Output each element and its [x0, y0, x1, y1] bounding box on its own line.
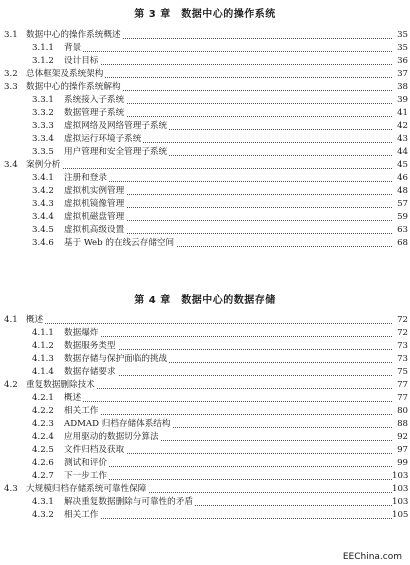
- toc-entry[interactable]: [0, 42, 410, 55]
- section-title-text: 应用驱动的数据切分算法: [64, 432, 159, 442]
- page-number: 73: [397, 354, 408, 364]
- section-title: [26, 314, 392, 327]
- section-title-text: 重复数据删除技术: [26, 380, 95, 390]
- section-title: [64, 340, 392, 353]
- section-title-text: 下一步工作: [64, 471, 107, 481]
- section-number: 3.4.4: [32, 212, 54, 222]
- toc-list: [0, 29, 410, 250]
- section-number: 3.3.4: [32, 134, 54, 144]
- section-title: [26, 29, 392, 42]
- section-number: 4.2.3: [32, 419, 54, 429]
- section-title-text: 概述: [64, 393, 82, 403]
- toc-entry[interactable]: [0, 418, 410, 431]
- toc-entry[interactable]: [0, 405, 410, 418]
- section-title-text: 虚拟机实例管理: [64, 186, 125, 196]
- section-number: 3.3.3: [32, 121, 54, 131]
- toc-entry[interactable]: [0, 314, 410, 327]
- section-title-text: 虚拟机镜像管理: [64, 199, 125, 209]
- toc-entry[interactable]: [0, 107, 410, 120]
- section-title-text: 数据中心的操作系统解构: [26, 82, 121, 92]
- toc-entry[interactable]: [0, 470, 410, 483]
- section-title: [64, 470, 392, 483]
- section-number: 3.1.2: [32, 56, 54, 66]
- section-title-text: 解决重复数据删除与可靠性的矛盾: [64, 497, 193, 507]
- toc-entry[interactable]: [0, 392, 410, 405]
- toc-entry[interactable]: [0, 509, 410, 522]
- toc-entry[interactable]: [0, 198, 410, 211]
- section-title-text: 文件归档及获取: [64, 445, 125, 455]
- section-title: [64, 198, 392, 211]
- page-number: 103: [392, 484, 409, 494]
- section-number: 4.1.1: [32, 328, 54, 338]
- section-number: 3.4: [4, 160, 18, 170]
- page-number: 43: [397, 134, 408, 144]
- toc-entry[interactable]: [0, 353, 410, 366]
- section-title: [64, 496, 392, 509]
- section-title: [64, 366, 392, 379]
- page-number: 39: [397, 95, 408, 105]
- section-number: 3.4.1: [32, 173, 54, 183]
- toc-entry[interactable]: [0, 327, 410, 340]
- section-title: [64, 431, 392, 444]
- page-number: 77: [397, 393, 408, 403]
- toc-entry[interactable]: [0, 120, 410, 133]
- toc-entry[interactable]: [0, 146, 410, 159]
- toc-entry[interactable]: [0, 431, 410, 444]
- toc-entry[interactable]: [0, 81, 410, 94]
- toc-list: [0, 314, 410, 522]
- section-number: 4.1.3: [32, 354, 54, 364]
- section-number: 4.2.5: [32, 445, 54, 455]
- page-number: 63: [397, 225, 408, 235]
- page-number: 73: [397, 341, 408, 351]
- page-number: 75: [397, 367, 408, 377]
- toc-entry[interactable]: [0, 444, 410, 457]
- section-number: 4.1.2: [32, 341, 54, 351]
- section-title-text: 数据爆炸: [64, 328, 99, 338]
- page-number: 57: [397, 199, 408, 209]
- section-title-text: 概述: [26, 315, 44, 325]
- page-number: 92: [397, 432, 408, 442]
- page-number: 99: [397, 458, 408, 468]
- page-number: 72: [397, 315, 408, 325]
- page-number: 88: [397, 419, 408, 429]
- section-title-text: 总体框架及系统架构: [26, 69, 104, 79]
- section-title-text: 背景: [64, 43, 82, 53]
- toc-entry[interactable]: [0, 159, 410, 172]
- section-title: [64, 42, 392, 55]
- page-number: 80: [397, 406, 408, 416]
- toc-entry[interactable]: [0, 172, 410, 185]
- section-title: [64, 237, 392, 250]
- section-title-text: 虚拟运行环境子系统: [64, 134, 142, 144]
- section-title: [64, 353, 392, 366]
- section-number: 3.4.5: [32, 225, 54, 235]
- page-number: 46: [397, 173, 408, 183]
- toc-entry[interactable]: [0, 379, 410, 392]
- section-title: [26, 159, 392, 172]
- section-number: 3.4.6: [32, 238, 54, 248]
- section-number: 3.4.2: [32, 186, 54, 196]
- section-title-text: 相关工作: [64, 510, 99, 520]
- section-number: 4.1: [4, 315, 18, 325]
- page-number: 103: [392, 471, 409, 481]
- section-title-text: 基于 Web 的在线云存储空间: [64, 238, 175, 248]
- section-title: [64, 94, 392, 107]
- page-number: 37: [397, 69, 408, 79]
- section-number: 4.1.4: [32, 367, 54, 377]
- page-number: 77: [397, 380, 408, 390]
- chapter-heading: 第 3 章 数据中心的操作系统: [134, 9, 276, 20]
- section-title: [64, 392, 392, 405]
- page-number: 44: [397, 147, 408, 157]
- section-title: [64, 211, 392, 224]
- section-title-text: 数据中心的操作系统概述: [26, 30, 121, 40]
- page-number: 48: [397, 186, 408, 196]
- section-title: [64, 418, 392, 431]
- section-title: [64, 172, 392, 185]
- toc-entry[interactable]: [0, 68, 410, 81]
- toc-entry[interactable]: [0, 133, 410, 146]
- page-number: 105: [392, 510, 409, 520]
- section-number: 3.2: [4, 69, 18, 79]
- page-number: 36: [397, 56, 408, 66]
- section-title: [64, 405, 392, 418]
- page-number: 35: [397, 30, 408, 40]
- section-title-text: 相关工作: [64, 406, 99, 416]
- section-title-text: 测试和评价: [64, 458, 107, 468]
- page-number: 41: [397, 108, 408, 118]
- section-number: 4.3.1: [32, 497, 54, 507]
- page-number: 72: [397, 328, 408, 338]
- page-number: 59: [397, 212, 408, 222]
- section-title-text: 大规模归档存储系统可靠性保障: [26, 484, 147, 494]
- toc-entry[interactable]: [0, 94, 410, 107]
- page-number: 45: [397, 160, 408, 170]
- toc-entry[interactable]: [0, 340, 410, 353]
- section-title: [64, 146, 392, 159]
- section-title: [64, 133, 392, 146]
- chapter-heading: 第 4 章 数据中心的数据存储: [134, 295, 276, 306]
- section-title: [64, 224, 392, 237]
- section-title: [64, 107, 392, 120]
- section-title: [64, 185, 392, 198]
- section-title-text: 数据存储与保护面临的挑战: [64, 354, 168, 364]
- section-number: 4.3: [4, 484, 18, 494]
- page-number: 103: [392, 497, 409, 507]
- section-title: [64, 55, 392, 68]
- toc-entry[interactable]: [0, 366, 410, 379]
- section-title-text: 数据管理子系统: [64, 108, 125, 118]
- section-title-text: ADMAD 归档存储体系结构: [64, 419, 171, 429]
- page-number: 38: [397, 82, 408, 92]
- section-number: 4.2.4: [32, 432, 54, 442]
- page-number: 97: [397, 445, 408, 455]
- toc-entry[interactable]: [0, 55, 410, 68]
- watermark: EEChina.com: [342, 552, 402, 562]
- section-title-text: 案例分析: [26, 160, 61, 170]
- page-number: 35: [397, 43, 408, 53]
- section-title-text: 系统接入子系统: [64, 95, 125, 105]
- section-title: [64, 509, 392, 522]
- section-number: 3.1.1: [32, 43, 54, 53]
- section-title-text: 虚拟网络及网络管理子系统: [64, 121, 168, 131]
- section-number: 4.2: [4, 380, 18, 390]
- section-title: [26, 81, 392, 94]
- section-title-text: 虚拟机磁盘管理: [64, 212, 125, 222]
- section-title-text: 注册和登录: [64, 173, 107, 183]
- toc-entry[interactable]: [0, 237, 410, 250]
- toc-entry[interactable]: [0, 457, 410, 470]
- section-title-text: 用户管理和安全管理子系统: [64, 147, 168, 157]
- section-number: 4.3.2: [32, 510, 54, 520]
- section-title: [64, 120, 392, 133]
- toc-entry[interactable]: [0, 224, 410, 237]
- section-number: 3.3.5: [32, 147, 54, 157]
- page-number: 42: [397, 121, 408, 131]
- toc-entry[interactable]: [0, 496, 410, 509]
- section-title: [26, 379, 392, 392]
- section-number: 3.4.3: [32, 199, 54, 209]
- section-title: [64, 457, 392, 470]
- section-title-text: 设计目标: [64, 56, 99, 66]
- section-number: 3.3.2: [32, 108, 54, 118]
- toc-entry[interactable]: [0, 483, 410, 496]
- section-number: 3.3: [4, 82, 18, 92]
- toc-entry[interactable]: [0, 185, 410, 198]
- section-title-text: 数据服务类型: [64, 341, 116, 351]
- section-title-text: 数据存储要求: [64, 367, 116, 377]
- page-number: 68: [397, 238, 408, 248]
- section-title-text: 虚拟机高级设置: [64, 225, 125, 235]
- section-title: [64, 444, 392, 457]
- section-number: 4.2.1: [32, 393, 54, 403]
- section-title: [26, 68, 392, 81]
- toc-entry[interactable]: [0, 211, 410, 224]
- section-number: 3.3.1: [32, 95, 54, 105]
- section-number: 3.1: [4, 30, 18, 40]
- section-number: 4.2.2: [32, 406, 54, 416]
- section-number: 4.2.7: [32, 471, 54, 481]
- toc-entry[interactable]: [0, 29, 410, 42]
- section-title: [26, 483, 392, 496]
- section-title: [64, 327, 392, 340]
- section-number: 4.2.6: [32, 458, 54, 468]
